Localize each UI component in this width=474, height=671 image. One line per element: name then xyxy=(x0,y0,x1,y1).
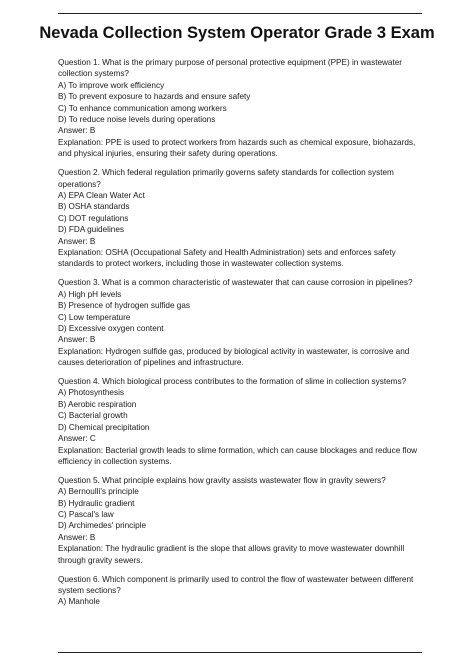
explanation-line: Explanation: The hydraulic gradient is the slope that allows gravity to move wastewater downhill xyxy=(58,544,405,554)
option-line: D) Chemical precipitation xyxy=(58,422,150,432)
question-line: Question 1. What is the primary purpose of personal protective equipment (PPE) in wastewater xyxy=(58,58,403,67)
explanation-line: Explanation: PPE is used to protect workers from hazards such as chemical exposure, biohazards, xyxy=(58,137,416,147)
explanation-line: Explanation: OSHA (Occupational Safety and Health Administration) sets and enforces safety xyxy=(58,248,396,257)
question-list xyxy=(58,57,422,615)
question-line: operations? xyxy=(58,179,101,189)
question-line: Question 5. What principle explains how gravity assists wastewater flow in gravity sewers? xyxy=(58,475,386,485)
question-block-2 xyxy=(58,167,422,270)
option-line: A) EPA Clean Water Act xyxy=(58,190,145,200)
option-line: A) Photosynthesis xyxy=(58,388,124,398)
answer-line: Answer: B xyxy=(58,236,96,246)
option-line: B) OSHA standards xyxy=(58,202,130,212)
question-line: Question 6. Which component is primarily used to control the flow of wastewater between different xyxy=(58,574,414,584)
bottom-rule xyxy=(58,652,422,653)
option-line: D) Excessive oxygen content xyxy=(58,323,164,333)
option-line: C) Low temperature xyxy=(58,312,131,322)
question-line: collection systems? xyxy=(58,69,129,79)
question-line: system sections? xyxy=(58,585,121,595)
option-line: A) Manhole xyxy=(58,597,100,607)
question-line: Question 4. Which biological process contributes to the formation of slime in collection systems? xyxy=(58,377,407,387)
question-line: Question 2. Which federal regulation primarily governs safety standards for collection system xyxy=(58,168,394,178)
option-line: B) To prevent exposure to hazards and ensure safety xyxy=(58,92,251,102)
option-line: B) Aerobic respiration xyxy=(58,399,137,409)
document-title: Nevada Collection System Operator Grade 3 Exam xyxy=(39,24,435,42)
question-line: Question 3. What is a common characteristic of wastewater that can cause corrosion in pipelines? xyxy=(58,278,413,288)
explanation-line: through gravity sewers. xyxy=(58,555,143,565)
option-line: C) Pascal's law xyxy=(58,510,114,520)
option-line: D) FDA guidelines xyxy=(58,225,124,235)
question-block-4 xyxy=(58,376,422,467)
question-block-5 xyxy=(58,475,422,566)
option-line: B) Presence of hydrogen sulfide gas xyxy=(58,301,190,311)
explanation-line: and physical injuries, ensuring their safety during operations. xyxy=(58,149,278,159)
question-block-6 xyxy=(58,574,422,608)
question-block-3 xyxy=(58,277,422,368)
option-line: C) To enhance communication among workers xyxy=(58,103,227,113)
answer-line: Answer: B xyxy=(58,335,96,345)
explanation-line: Explanation: Hydrogen sulfide gas, produced by biological activity in wastewater, is corrosive and xyxy=(58,346,410,356)
explanation-line: standards to protect workers, including those in wastewater collection systems. xyxy=(58,259,344,269)
option-line: D) Archimedes' principle xyxy=(58,521,147,531)
option-line: C) Bacterial growth xyxy=(58,411,128,421)
option-line: A) High pH levels xyxy=(58,289,122,299)
explanation-line: efficiency in collection systems. xyxy=(58,456,172,466)
option-line: D) To reduce noise levels during operations xyxy=(58,115,216,125)
option-line: C) DOT regulations xyxy=(58,213,129,223)
option-line: A) To improve work efficiency xyxy=(58,80,165,90)
option-line: B) Hydraulic gradient xyxy=(58,498,135,508)
question-block-1 xyxy=(58,57,422,160)
option-line: A) Bernoulli's principle xyxy=(58,487,139,497)
top-rule xyxy=(58,13,422,14)
answer-line: Answer: B xyxy=(58,126,96,136)
answer-line: Answer: B xyxy=(58,532,96,542)
answer-line: Answer: C xyxy=(58,434,96,444)
explanation-line: Explanation: Bacterial growth leads to slime formation, which can cause blockages and reduce flow xyxy=(58,445,418,455)
explanation-line: causes deterioration of pipelines and infrastructure. xyxy=(58,358,244,368)
